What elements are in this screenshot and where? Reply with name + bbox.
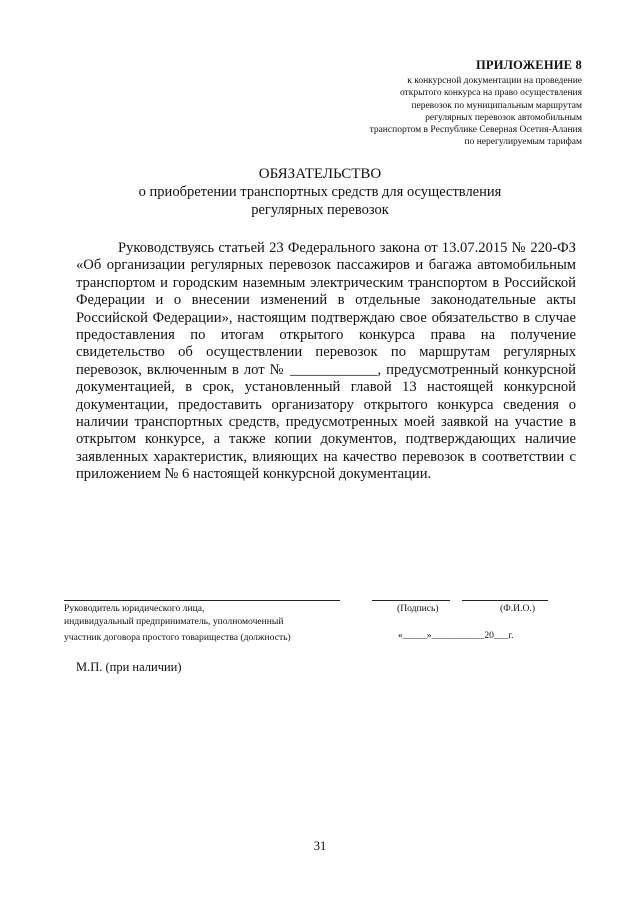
signature-sign-label: (Подпись) [397,603,439,614]
signature-role-line: Руководитель юридического лица, [64,603,205,614]
appendix-line: к конкурсной документации на проведение [407,76,582,86]
signature-sign-rule [372,600,450,601]
document-subtitle: о приобретении транспортных средств для осуществления [138,184,502,200]
page-number: 31 [313,839,327,853]
signature-role-line: индивидуальный предприниматель, уполномоченный [64,616,284,627]
signature-date-line: «_____»___________20___г. [398,630,514,641]
document-title-block [0,165,640,219]
appendix-title: ПРИЛОЖЕНИЕ 8 [475,58,582,72]
signature-role-rule [64,600,340,601]
appendix-line: открытого конкурса на право осуществления [399,88,582,99]
signature-name-label: (Ф.И.О.) [500,603,536,614]
appendix-line: по нерегулируемым тарифам [464,137,582,148]
appendix-line: перевозок по муниципальным маршрутам [411,100,582,111]
signature-role-line: участник договора простого товарищества (должность) [64,632,291,643]
signature-name-rule [462,600,548,601]
appendix-line: регулярных перевозок автомобильным [425,112,582,123]
stamp-label: М.П. (при наличии) [76,660,182,674]
signature-role-label [64,602,291,644]
document-title: ОБЯЗАТЕЛЬСТВО [258,166,382,182]
appendix-header [370,58,582,149]
document-subtitle: регулярных перевозок [251,202,389,218]
appendix-line: транспортом в Республике Северная Осетия-Алания [369,125,582,136]
body-paragraph: Руководствуясь статьей 23 Федерального закона от 13.07.2015 № 220-ФЗ «Об организации регулярных перевозок пассажиров и багажа автомобильным транспортом и городским наземным электрическим транспортом в Российской Федерации и о внесении изменений в отдельные законодательные акты Российской Федерации», настоящим подтверждаю свое обязательство в случае предоставления по итогам открытого конкурса права на получение свидетельство об осуществлении перевозок по маршрутам регулярных перевозок, включенным в лот № ____________, предусмотренный конкурсной документацией, в срок, установленный главой 13 настоящей конкурсной документации, предоставить организатору открытого конкурса сведения о наличии транспортных средств, предусмотренных моей заявкой на участие в открытом конкурсе, а также копии документов, подтверждающих наличие заявленных характеристик, влияющих на качество перевозок в соответствии с приложением № 6 настоящей конкурсной документации. [76,240,576,483]
body-paragraph-block [76,240,576,484]
